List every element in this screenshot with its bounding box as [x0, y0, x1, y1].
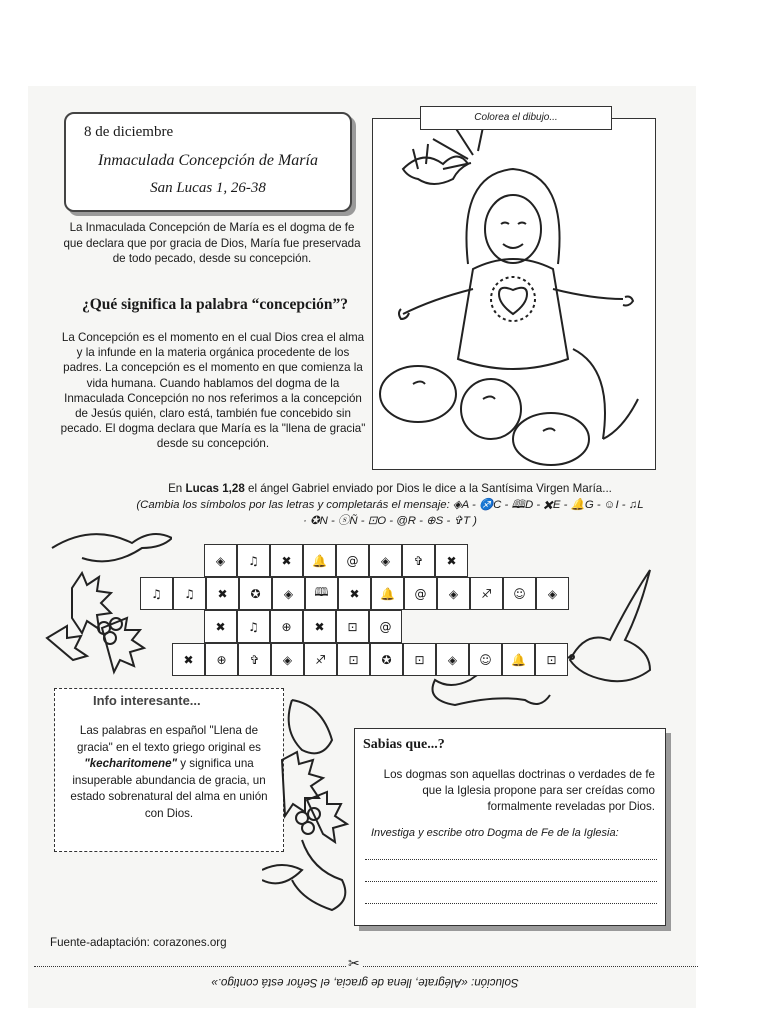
source-credit: Fuente-adaptación: corazones.org: [50, 936, 227, 949]
puzzle-cell[interactable]: @: [336, 544, 369, 577]
puzzle-cell[interactable]: ⊕: [270, 610, 303, 643]
puzzle-cell[interactable]: ⊡: [337, 643, 370, 676]
puzzle-cell[interactable]: ✞: [402, 544, 435, 577]
lucas-line: [60, 482, 720, 495]
puzzle-cell[interactable]: ✪: [370, 643, 403, 676]
puzzle-cell[interactable]: @: [369, 610, 402, 643]
puzzle-cell[interactable]: ◈: [436, 643, 469, 676]
puzzle-cell[interactable]: ◈: [271, 643, 304, 676]
puzzle-cell[interactable]: ♫: [173, 577, 206, 610]
puzzle-cell[interactable]: ♫: [140, 577, 173, 610]
answer-line-3[interactable]: [365, 903, 657, 904]
puzzle-cell[interactable]: ✖: [435, 544, 468, 577]
lucas-prefix: En: [168, 482, 186, 495]
puzzle-cell[interactable]: ◈: [437, 577, 470, 610]
puzzle-cell[interactable]: ♐: [470, 577, 503, 610]
puzzle-cell[interactable]: ◈: [204, 544, 237, 577]
puzzle-cell[interactable]: ♐: [304, 643, 337, 676]
puzzle-cell[interactable]: ♫: [237, 544, 270, 577]
puzzle-cell[interactable]: ⊡: [336, 610, 369, 643]
puzzle-cell[interactable]: ⊡: [403, 643, 436, 676]
concepcion-paragraph: La Concepción es el momento en el cual Dios crea el alma y la infunde en la materia orgánica procedente de los padres. La concepción es el momento en que comienza la vida humana. Cuando hablamos del dogma de la Inmaculada Concepción no nos referimos a la concepción de Jesús quién, claro está, también fue concebido sin pecado. El dogma declara que María es la "llena de gracia" desde su concepción.: [60, 331, 366, 451]
puzzle-cell[interactable]: 🔔: [303, 544, 336, 577]
info-text-c: y significa una insuperable abundancia de gracia, un estado sobrenatural del alma en unión con Dios.: [70, 757, 268, 820]
puzzle-cell[interactable]: 🔔: [371, 577, 404, 610]
puzzle-cell[interactable]: @: [404, 577, 437, 610]
sabias-box: [354, 728, 666, 926]
sabias-title: Sabias que...?: [363, 737, 445, 752]
sabias-text: Los dogmas son aquellas doctrinas o verdades de fe que la Iglesia propone para ser creídas como formalmente reveladas por Dios.: [383, 768, 655, 813]
puzzle-cell[interactable]: 🕮: [305, 577, 338, 610]
info-text-a: Las palabras en español "Llena de gracia" en el texto griego original es: [77, 724, 261, 754]
lucas-rest: el ángel Gabriel enviado por Dios le dice a la Santísima Virgen María...: [244, 482, 612, 495]
mary-illustration: [373, 119, 655, 469]
info-greek-word: "kecharitomene": [84, 757, 178, 770]
puzzle-cell[interactable]: ☺: [469, 643, 502, 676]
feast-date: 8 de diciembre: [84, 124, 174, 140]
lucas-ref: Lucas 1,28: [185, 482, 245, 495]
puzzle-cell[interactable]: ⊕: [205, 643, 238, 676]
holly-leaf-icon: [72, 573, 111, 633]
puzzle-cell[interactable]: ♫: [237, 610, 270, 643]
puzzle-cell[interactable]: ✖: [338, 577, 371, 610]
question-heading: ¿Qué significa la palabra “concepción”?: [81, 296, 349, 313]
feast-title: Inmaculada Concepción de María: [98, 152, 318, 169]
puzzle-cell[interactable]: ◈: [536, 577, 569, 610]
puzzle-cell[interactable]: ✪: [239, 577, 272, 610]
puzzle-cell[interactable]: ✖: [270, 544, 303, 577]
investiga-prompt: Investiga y escribe otro Dogma de Fe de la Iglesia:: [371, 827, 619, 839]
heart-icon: [499, 288, 527, 314]
puzzle-cell[interactable]: ◈: [272, 577, 305, 610]
puzzle-cell[interactable]: ✞: [238, 643, 271, 676]
info-title: Info interesante...: [93, 693, 201, 708]
puzzle-cell[interactable]: ✖: [303, 610, 336, 643]
puzzle-cell[interactable]: ✖: [206, 577, 239, 610]
puzzle-cell[interactable]: ✖: [204, 610, 237, 643]
puzzle-cell[interactable]: ◈: [369, 544, 402, 577]
coloring-drawing: [372, 118, 656, 470]
answer-line-1[interactable]: [365, 859, 657, 860]
sheep-icon: [380, 366, 456, 422]
symbol-key-line2: · ✪N - ⓢÑ - ⊡O - @R - ⊕S - ✞T ): [303, 515, 477, 527]
puzzle-cell[interactable]: ☺: [503, 577, 536, 610]
symbol-key-line1: (Cambia los símbolos por las letras y completarás el mensaje: ◈A - ♐C - 🕮D - ✖E - 🔔G - ☺I - ♫L: [136, 499, 644, 511]
color-instruction-tag: Colorea el dibujo...: [420, 106, 612, 130]
solution-text: Solución: «Alégrate, llena de gracia, el Señor está contigo.»: [211, 976, 519, 989]
holly-decoration-center: [262, 690, 362, 926]
info-box: [54, 688, 284, 852]
info-text: [61, 723, 277, 822]
dove-icon: [403, 157, 468, 185]
symbol-instructions: [58, 497, 722, 529]
puzzle-cell[interactable]: 🔔: [502, 643, 535, 676]
puzzle-cell[interactable]: ✖: [172, 643, 205, 676]
cut-line: [34, 966, 698, 967]
scissors-icon: ✂: [348, 956, 360, 972]
gospel-reference: San Lucas 1, 26-38: [150, 180, 266, 196]
answer-line-2[interactable]: [365, 881, 657, 882]
intro-paragraph: La Inmaculada Concepción de María es el dogma de fe que declara que por gracia de Dios, María fue preservada de todo pecado, desde su concepción.: [63, 221, 361, 265]
puzzle-cell[interactable]: ⊡: [535, 643, 568, 676]
header-box: [64, 112, 352, 212]
